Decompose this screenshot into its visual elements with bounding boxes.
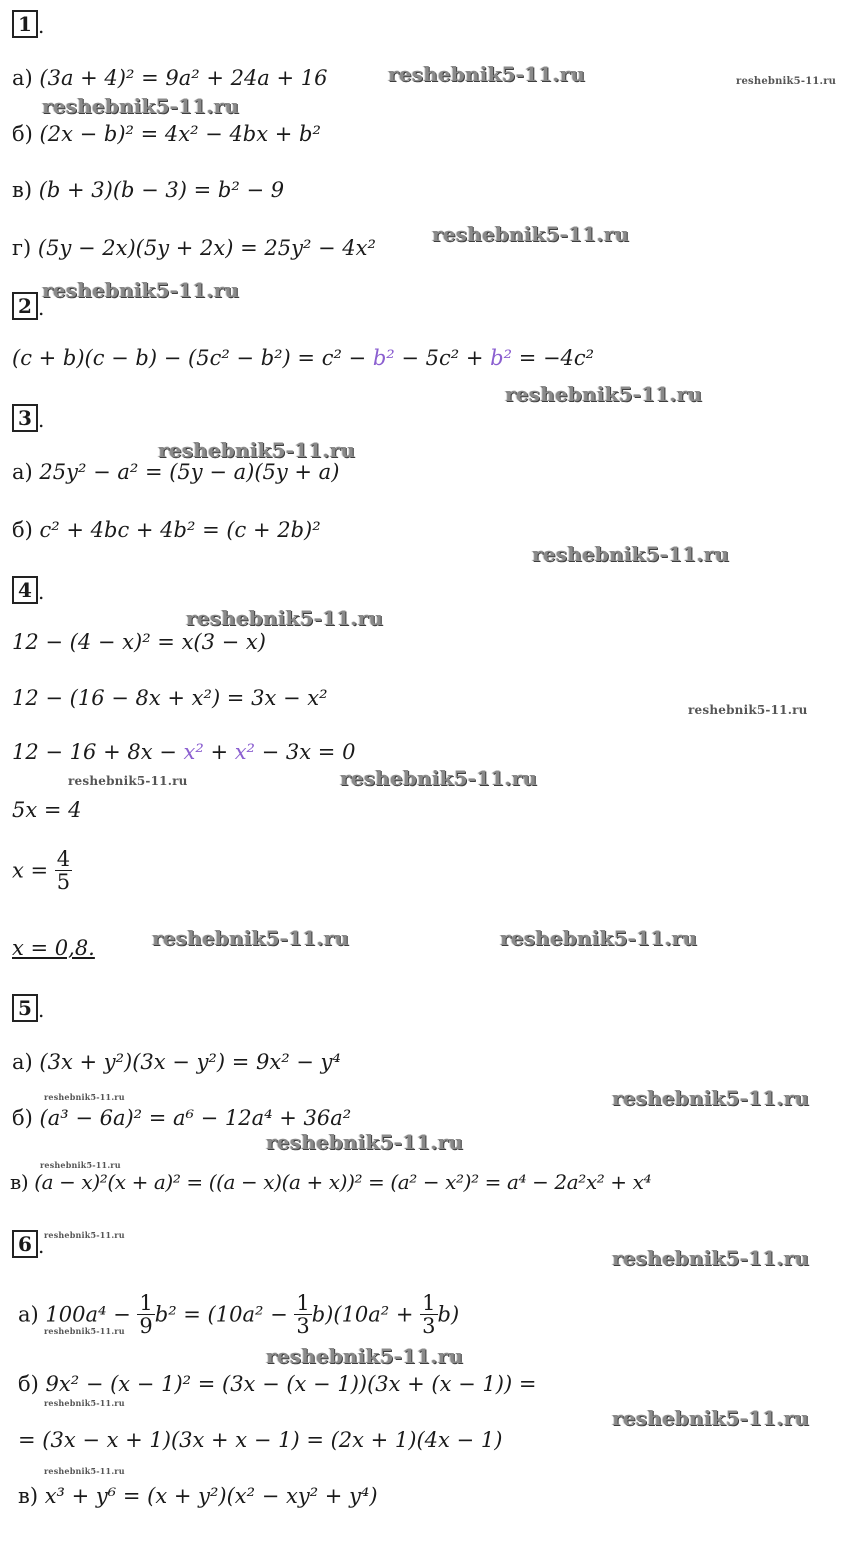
watermark: reshebnik5-11.ru [42,94,240,118]
watermark: reshebnik5-11.ru [532,542,730,566]
watermark: reshebnik5-11.ru [44,1326,125,1336]
label-b: б) [12,122,33,146]
task-number-dot: . [38,296,45,320]
watermark: reshebnik5-11.ru [158,438,356,462]
label-a: а) [12,1050,33,1074]
watermark: reshebnik5-11.ru [688,703,808,717]
label-v: в) [10,1170,29,1194]
highlight-term: x² [234,740,255,764]
watermark: reshebnik5-11.ru [266,1130,464,1154]
watermark: reshebnik5-11.ru [266,1344,464,1368]
task-number-6: 6 [12,1230,38,1258]
label-a: а) [12,66,33,90]
watermark: reshebnik5-11.ru [44,1230,125,1240]
task1-v: в) (b + 3)(b − 3) = b² − 9 [12,178,285,202]
task6-a: а) 100a⁴ − $\frac{1}{9}$ b² = (10a² − $\frac{1}{3}$ b)(10a² + $\frac{1}{3}$ b) [18,1291,460,1338]
watermark: reshebnik5-11.ru [44,1398,125,1408]
label-v: в) [12,178,33,202]
task-number-3: 3 [12,404,38,432]
task-number-2: 2 [12,292,38,320]
fraction: $\frac{4}{5}$ [56,847,71,894]
task1-g: г) (5y − 2x)(5y + 2x) = 25y² − 4x² [12,236,376,260]
label-v: в) [18,1484,39,1508]
watermark: reshebnik5-11.ru [152,926,350,950]
task1-a: а) (3a + 4)² = 9a² + 24a + 16 [12,66,328,90]
task1-b: б) (2x − b)² = 4x² − 4bx + b² [12,122,321,146]
fraction: $\frac{1}{9}$ [139,1291,153,1338]
task5-b: б) (a³ − 6a)² = a⁶ − 12a⁴ + 36a² [12,1106,352,1130]
task-number-dot: . [38,580,45,604]
watermark: reshebnik5-11.ru [44,1466,125,1476]
task6-v: в) x³ + y⁶ = (x + y²)(x² − xy² + y⁴) [18,1484,378,1508]
watermark: reshebnik5-11.ru [186,606,384,630]
label-b: б) [12,1106,33,1130]
watermark: reshebnik5-11.ru [44,1092,125,1102]
task-number-dot: . [38,408,45,432]
highlight-term: b² [490,346,513,370]
watermark: reshebnik5-11.ru [612,1086,810,1110]
watermark: reshebnik5-11.ru [40,1160,121,1170]
task4-line1: 12 − (4 − x)² = x(3 − x) [12,630,266,654]
task5-a: а) (3x + y²)(3x − y²) = 9x² − y⁴ [12,1050,341,1074]
task4-answer: x = 0,8. [12,936,95,960]
fraction: $\frac{1}{3}$ [296,1291,310,1338]
task4-line2: 12 − (16 − 8x + x²) = 3x − x² [12,686,328,710]
highlight-term: x² [183,740,204,764]
watermark: reshebnik5-11.ru [388,62,586,86]
task2-line: (c + b)(c − b) − (5c² − b²) = c² − b² − 5c² + b² = −4c² [12,346,595,370]
task4-line4: 5x = 4 [12,798,82,822]
label-a: а) [12,460,33,484]
task4-line3: 12 − 16 + 8x − x² + x² − 3x = 0 [12,740,356,764]
task-number-dot: . [38,998,45,1022]
fraction: $\frac{1}{3}$ [422,1291,436,1338]
task-number-4: 4 [12,576,38,604]
watermark: reshebnik5-11.ru [612,1406,810,1430]
watermark: reshebnik5-11.ru [432,222,630,246]
task4-line5: x = $\frac{4}{5}$ [12,847,71,894]
watermark: reshebnik5-11.ru [68,774,188,788]
watermark: reshebnik5-11.ru [612,1246,810,1270]
task3-b: б) c² + 4bc + 4b² = (c + 2b)² [12,518,321,542]
label-a: а) [18,1302,39,1327]
task5-v: в) (a − x)²(x + a)² = ((a − x)(a + x))² = (a² − x²)² = a⁴ − 2a²x² + x⁴ [10,1170,652,1194]
task-number-5: 5 [12,994,38,1022]
watermark: reshebnik5-11.ru [500,926,698,950]
task-number-dot: . [38,14,45,38]
task-number-1: 1 [12,10,38,38]
label-g: г) [12,236,32,260]
label-b: б) [18,1372,39,1396]
label-b: б) [12,518,33,542]
watermark: reshebnik5-11.ru [42,278,240,302]
watermark: reshebnik5-11.ru [340,766,538,790]
watermark: reshebnik5-11.ru [505,382,703,406]
watermark: reshebnik5-11.ru [736,76,837,87]
task-number-dot: . [38,1234,45,1258]
task6-b2: = (3x − x + 1)(3x + x − 1) = (2x + 1)(4x − 1) [18,1428,503,1452]
highlight-term: b² [372,346,395,370]
task3-a: а) 25y² − a² = (5y − a)(5y + a) [12,460,340,484]
task6-b1: б) 9x² − (x − 1)² = (3x − (x − 1))(3x + (x − 1)) = [18,1372,537,1396]
